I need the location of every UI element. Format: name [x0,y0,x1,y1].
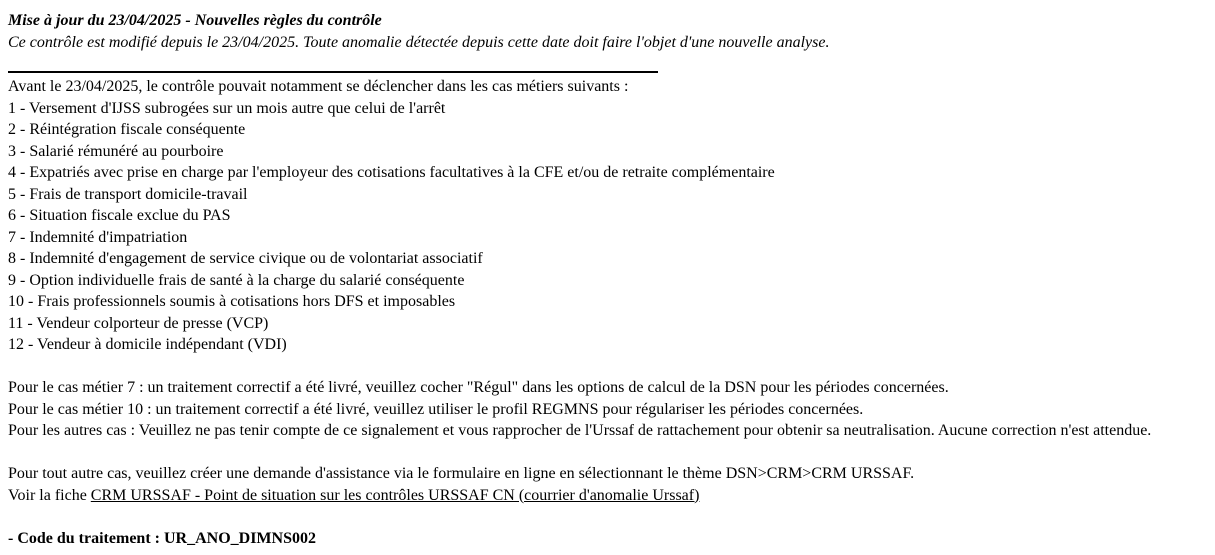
case-item-6: 6 - Situation fiscale exclue du PAS [8,207,231,224]
spacer [8,506,1205,528]
case-item-10: 10 - Frais professionnels soumis à cotisations hors DFS et imposables [8,293,456,310]
case-list [8,98,1205,356]
instruction-case-10: Pour le cas métier 10 : un traitement correctif a été livré, veuillez utiliser le profil REGMNS pour régulariser les périodes concernées. [8,400,864,418]
case-item-8: 8 - Indemnité d'engagement de service civique ou de volontariat associatif [8,250,483,267]
case-item-3: 3 - Salarié rémunéré au pourboire [8,142,224,160]
spacer [8,442,1205,464]
intro-line: Avant le 23/04/2025, le contrôle pouvait notamment se déclencher dans les cas métiers suivants : [8,78,629,95]
assistance-block [8,463,1205,506]
instruction-case-7: Pour le cas métier 7 : un traitement correctif a été livré, veuillez cocher "Régul" dans les options de calcul de la DSN pour les périodes concernées. [8,379,949,396]
see-fiche-line [8,485,1205,507]
case-item-11: 11 - Vendeur colporteur de presse (VCP) [8,314,269,332]
see-fiche-prefix: Voir la fiche [8,486,91,504]
case-item-12: 12 - Vendeur à domicile indépendant (VDI) [8,336,287,353]
crm-urssaf-fiche-link[interactable]: CRM URSSAF - Point de situation sur les contrôles URSSAF CN (courrier d'anomalie Urssaf) [90,486,700,504]
treatment-code-line: - Code du traitement : UR_ANO_DIMNS002 [8,529,316,547]
spacer [8,356,1205,378]
divider-rule [8,71,658,73]
case-item-9: 9 - Option individuelle frais de santé à la charge du salarié conséquente [8,271,465,289]
case-item-5: 5 - Frais de transport domicile-travail [8,185,248,203]
instruction-block [8,377,1205,442]
case-item-4: 4 - Expatriés avec prise en charge par l'employeur des cotisations facultatives à la CFE et/ou de retraite complémentaire [8,164,775,181]
update-subtitle: Ce contrôle est modifié depuis le 23/04/2025. Toute anomalie détectée depuis cette date doit faire l'objet d'une nouvelle analyse. [8,33,830,51]
instruction-other-cases: Pour les autres cas : Veuillez ne pas tenir compte de ce signalement et vous rapprocher de l'Urssaf de rattachement pour obtenir sa neutralisation. Aucune correction n'est attendue. [8,422,1152,439]
update-title: Mise à jour du 23/04/2025 - Nouvelles règles du contrôle [8,12,382,29]
assistance-line: Pour tout autre cas, veuillez créer une demande d'assistance via le formulaire en ligne en sélectionnant le thème DSN>CRM>CRM URSSAF. [8,465,915,482]
case-item-2: 2 - Réintégration fiscale conséquente [8,121,246,138]
case-item-7: 7 - Indemnité d'impatriation [8,228,188,246]
case-item-1: 1 - Versement d'IJSS subrogées sur un mois autre que celui de l'arrêt [8,99,446,117]
